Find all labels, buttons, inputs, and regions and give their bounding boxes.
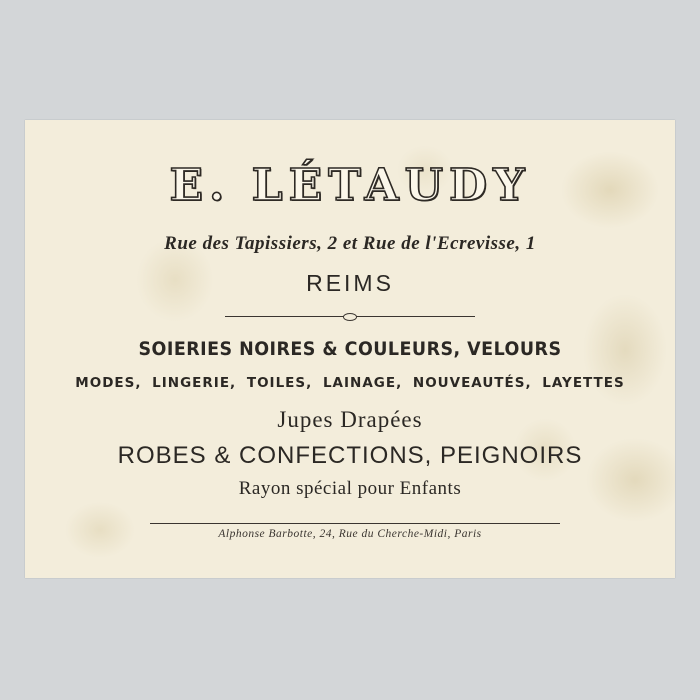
printer-credit: Alphonse Barbotte, 24, Rue du Cherche-Midi, Paris <box>218 528 482 540</box>
goods-line-jupes: Jupes Drapées <box>277 407 423 432</box>
merchant-name: E. LÉTAUDY <box>169 160 531 211</box>
merchant-address: Rue des Tapissiers, 2 et Rue de l'Ecrevisse, 1 <box>164 233 536 254</box>
printer-rule <box>150 523 560 524</box>
trade-card <box>25 120 675 578</box>
goods-line-rayon: Rayon spécial pour Enfants <box>238 478 462 499</box>
merchant-city: REIMS <box>306 270 394 296</box>
goods-line-modes: MODES, LINGERIE, TOILES, LAINAGE, NOUVEAUTÉS, LAYETTES <box>75 375 625 391</box>
goods-line-robes: ROBES & CONFECTIONS, PEIGNOIRS <box>117 442 583 469</box>
goods-line-silks: SOIERIES NOIRES & COULEURS, VELOURS <box>138 338 562 360</box>
ornamental-divider <box>225 316 475 317</box>
